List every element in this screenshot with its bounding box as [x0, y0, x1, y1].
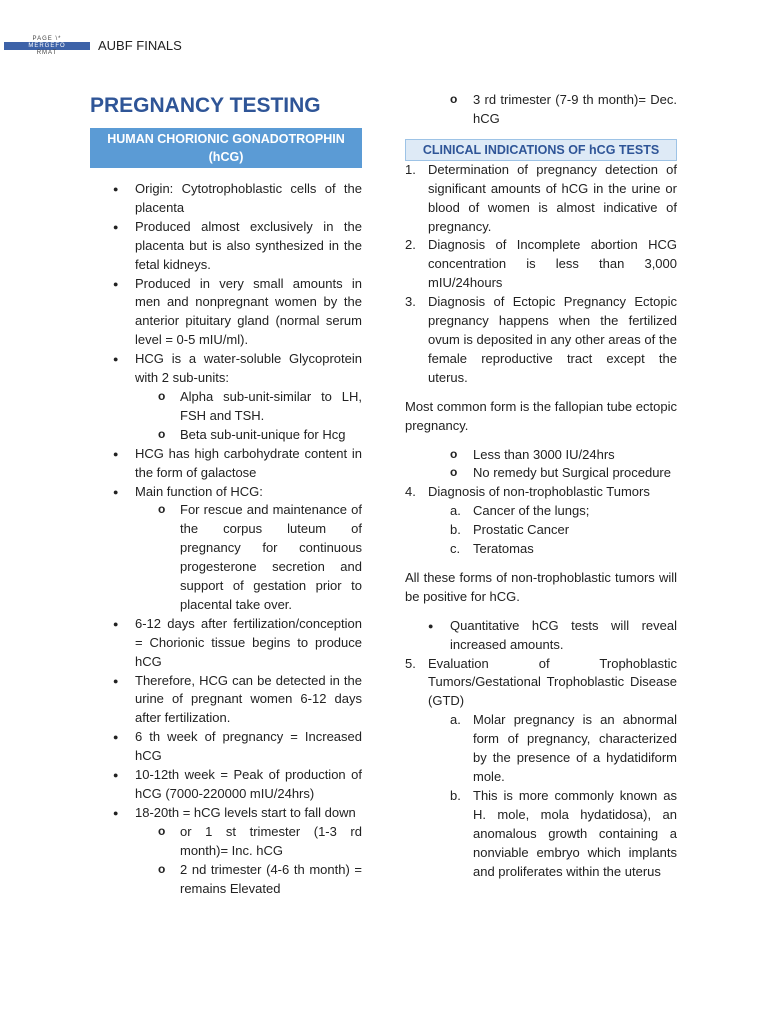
item-number: 2.	[405, 237, 416, 253]
logo-text-line-3: RMAT	[36, 50, 58, 56]
numbered-item-3	[405, 293, 677, 388]
lettered-item-molar-a	[405, 711, 677, 787]
lettered-item-molar-b	[405, 787, 677, 882]
paragraph-fallopian-tube: Most common form is the fallopian tube ectopic pregnancy.	[405, 398, 677, 433]
item-letter: c.	[450, 541, 461, 557]
numbered-item-1	[405, 161, 677, 237]
item-letter: b.	[450, 787, 461, 803]
item-text: Diagnosis of Incomplete abortion HCG concentration is less than 3,000 mIU/24hours	[428, 237, 677, 291]
item-text: Prostatic Cancer	[473, 522, 570, 538]
bullet-detection: ● Therefore, HCG can be detected in the urine of pregnant women 6-12 days after fertilization.	[90, 672, 362, 729]
sub-bullet-no-remedy: o No remedy but Surgical procedure	[405, 464, 677, 483]
item-number: 5.	[405, 655, 416, 671]
item-text: Cancer of the lungs;	[473, 503, 590, 519]
right-column	[405, 91, 677, 881]
bullet-produced-placenta: ● Produced almost exclusively in the placenta but is also synthesized in the fetal kidneys.	[90, 218, 362, 275]
bullet-origin: ● Origin: Cytotrophoblastic cells of the placenta	[90, 180, 362, 218]
bullet-produced-small-amounts: ● Produced in very small amounts in men and nonpregnant women by the anterior pituitary gland (normal serum level = 0-5 mIU/ml).	[90, 275, 362, 351]
item-text: Determination of pregnancy detection of significant amounts of hCG in the urine or blood of women is almost indicative of pregnancy.	[428, 161, 677, 234]
item-text: Diagnosis of non-trophoblastic Tumors	[428, 484, 650, 500]
left-column	[90, 92, 362, 898]
item-number: 3.	[405, 294, 416, 310]
logo-text-line-1: PAGE \*	[32, 36, 62, 42]
hcg-section-banner: HUMAN CHORIONIC GONADOTROPHIN (hCG)	[90, 128, 362, 168]
clinical-indications-banner: CLINICAL INDICATIONS OF hCG TESTS	[405, 139, 677, 161]
item-text: Teratomas	[473, 541, 534, 557]
sub-bullet-alpha: o Alpha sub-unit-similar to LH, FSH and TSH.	[90, 388, 362, 426]
item-letter: a.	[450, 503, 461, 519]
bullet-carbohydrate: ● HCG has high carbohydrate content in the form of galactose	[90, 445, 362, 483]
numbered-item-2	[405, 236, 677, 293]
bullet-glycoprotein: ● HCG is a water-soluble Glycoprotein with 2 sub-units:	[90, 350, 362, 388]
item-number: 1.	[405, 161, 416, 177]
item-text: Molar pregnancy is an abnormal form of pregnancy, characterized by the presence of a hydatidiform mole.	[473, 712, 677, 784]
item-number: 4.	[405, 484, 416, 500]
sub-bullet-rescue: o For rescue and maintenance of the corpus luteum of pregnancy for continuous progesterone secretion and support of gestation prior to placental take over.	[90, 501, 362, 614]
bullet-6-12-days: ● 6-12 days after fertilization/conception = Chorionic tissue begins to produce hCG	[90, 615, 362, 672]
item-text: Diagnosis of Ectopic Pregnancy Ectopic pregnancy happens when the fertilized ovum is deposited in any other areas of the female reproductive tract except the uterus.	[428, 294, 677, 385]
lettered-item-b	[405, 521, 677, 540]
item-text: This is more commonly known as H. mole, mola hydatidosa), an anomalous growth containing a nonviable embryo which implants and proliferates within the uterus	[473, 787, 677, 879]
item-letter: b.	[450, 522, 461, 538]
header-logo	[4, 36, 90, 56]
bullet-main-function: ● Main function of HCG:	[90, 483, 362, 502]
paragraph-non-trophoblastic: All these forms of non-trophoblastic tumors will be positive for hCG.	[405, 569, 677, 604]
bullet-6th-week: ● 6 th week of pregnancy = Increased hCG	[90, 728, 362, 766]
lettered-item-a	[405, 502, 677, 521]
item-text: Evaluation of Trophoblastic Tumors/Gestational Trophoblastic Disease (GTD)	[428, 655, 677, 709]
sub-bullet-beta: o Beta sub-unit-unique for Hcg	[90, 426, 362, 445]
bullet-peak: ● 10-12th week = Peak of production of hCG (7000-220000 mIU/24hrs)	[90, 766, 362, 804]
item-letter: a.	[450, 712, 461, 728]
lettered-item-c	[405, 540, 677, 559]
logo-text-line-2: MERGEFO	[28, 43, 66, 49]
sub-bullet-2nd-trimester: o 2 nd trimester (4-6 th month) = remains Elevated	[90, 861, 362, 899]
sub-bullet-3rd-trimester: o 3 rd trimester (7-9 th month)= Dec. hCG	[405, 91, 677, 129]
bullet-quantitative-tests: ● Quantitative hCG tests will reveal increased amounts.	[405, 617, 677, 655]
numbered-item-4	[405, 483, 677, 502]
document-header-title: AUBF FINALS	[98, 38, 182, 53]
sub-bullet-1st-trimester: o or 1 st trimester (1-3 rd month)= Inc. hCG	[90, 823, 362, 861]
sub-bullet-less-than-3000: o Less than 3000 IU/24hrs	[405, 446, 677, 465]
page-title: PREGNANCY TESTING	[90, 94, 321, 117]
numbered-item-5	[405, 655, 677, 712]
bullet-18-20th: ● 18-20th = hCG levels start to fall down	[90, 804, 362, 823]
